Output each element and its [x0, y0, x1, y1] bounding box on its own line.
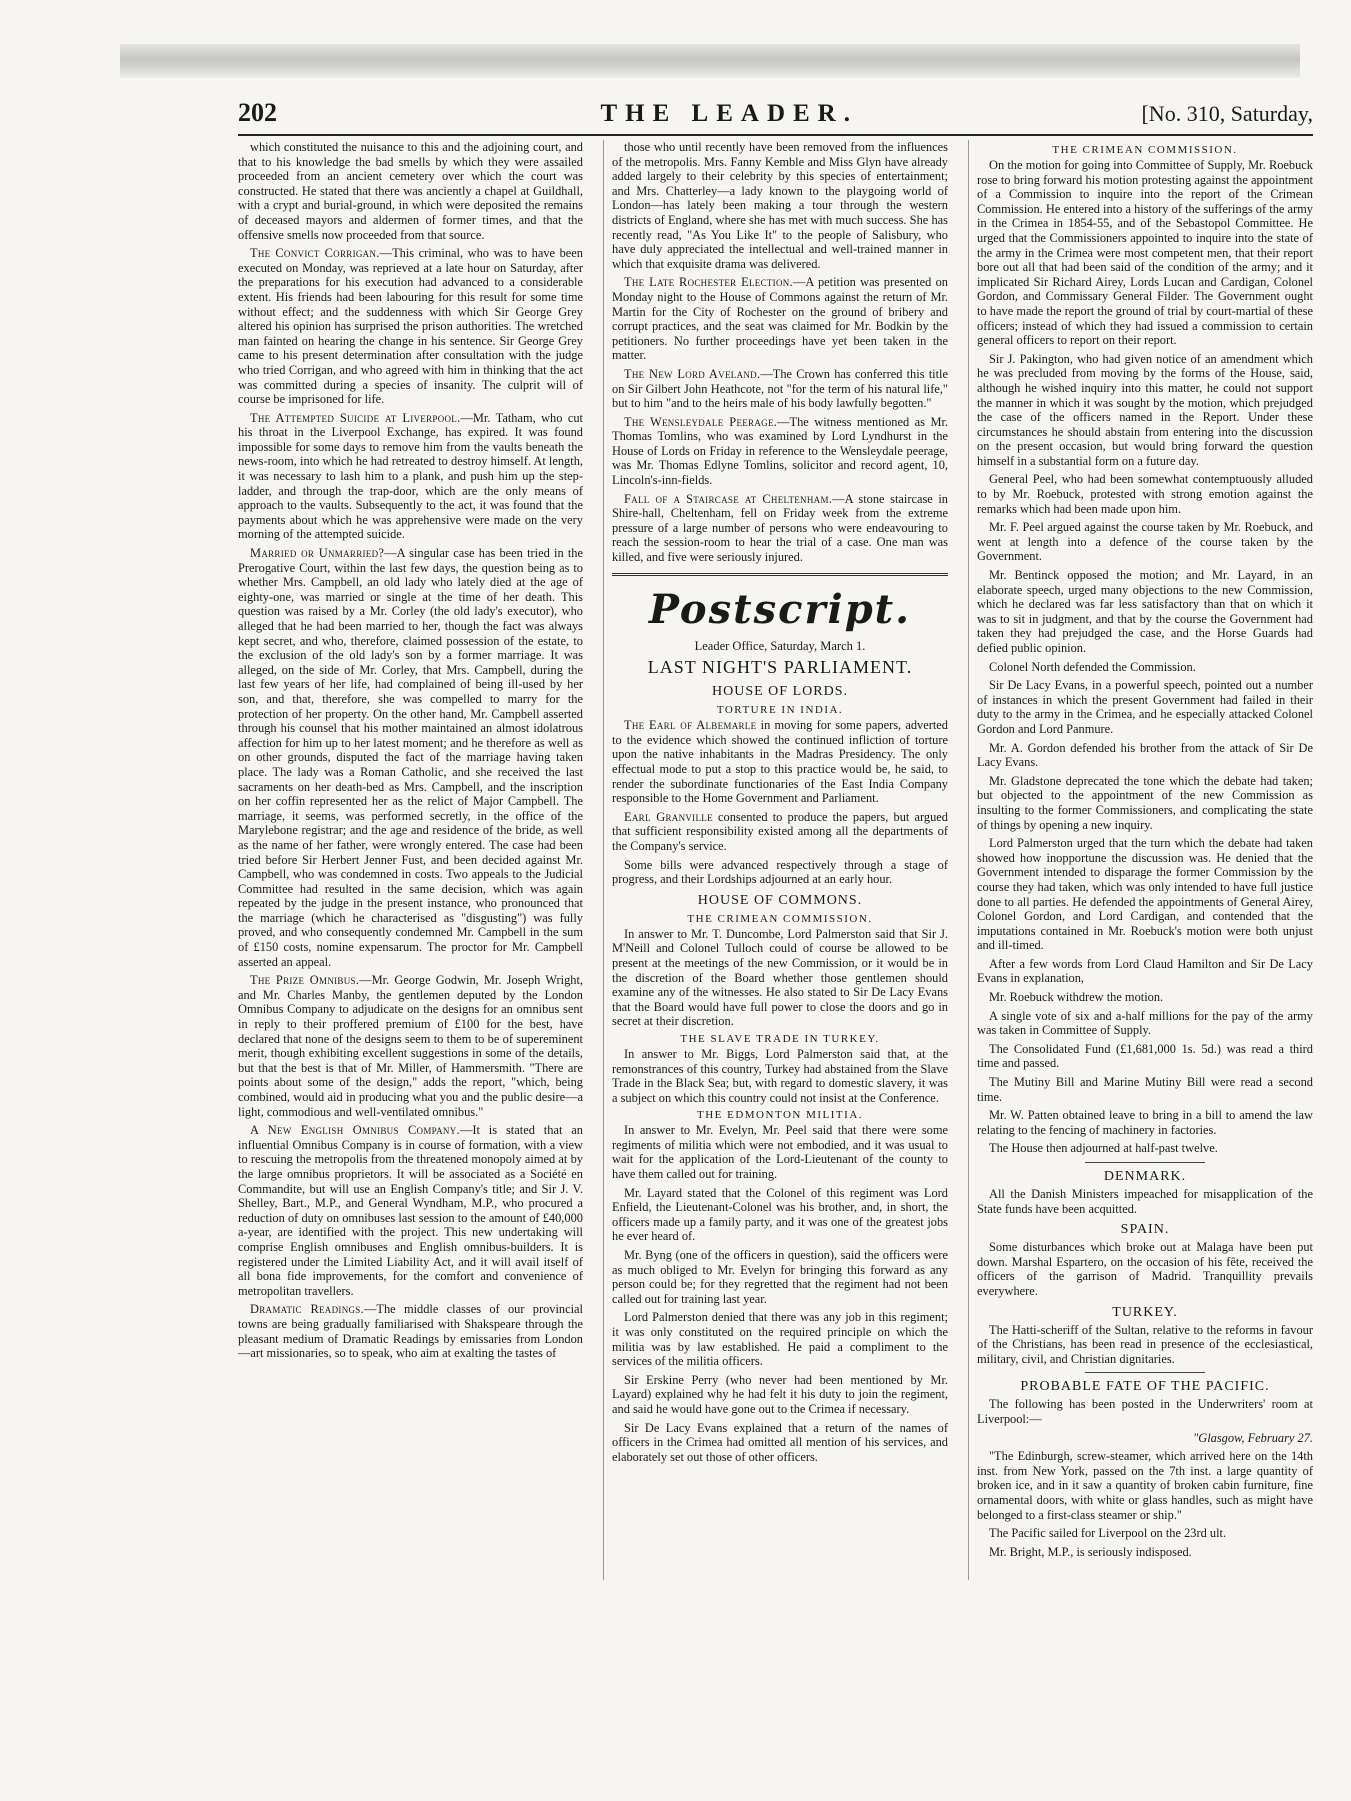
- paragraph: Lord Palmerston urged that the turn which the debate had taken showed how inopportune the discussion was. He denied that the Government intended to disparage the former Commission by the course they had taken, which was only intended to have full justice done to all parties. He defended the appointments of General Airey, Colonel Gordon, and Lord Cardigan, and contended that the imputations contained in Mr. Roebuck's motion were both unjust and ill-timed.: [977, 836, 1313, 953]
- paragraph: [612, 492, 948, 565]
- paragraph-text: —It is stated that an influential Omnibus Company is in course of formation, with a view to rescuing the metropolis from the threatened monopoly aimed at by the large omnibus proprietors. It will be associated as a Société en Commandite, but will use an English Company's title; and Sir J. V. Shelley, Bart., M.P., and General Wyndham, M.P., who procured a reduction of duty on omnibuses last session to the amount of £40,000 a-year, are identified with the project. This new undertaking will comprise English omnibuses and English omnibus-builders. It is registered under the Limited Liability Act, and it will avail itself of all bona fide improvements, for the comfort and convenience of metropolitan travellers.: [238, 1123, 583, 1298]
- paragraph-lead: The New Lord Aveland.: [624, 366, 761, 381]
- paragraph-lead: Dramatic Readings.: [250, 1302, 365, 1317]
- paragraph-lead: The Late Rochester Election.: [624, 275, 793, 290]
- paragraph-lead: The Convict Corrigan.: [250, 246, 380, 261]
- section-divider: [1085, 1162, 1205, 1163]
- paragraph: Mr. Layard stated that the Colonel of this regiment was Lord Enfield, the Lieutenant-Colonel was his brother, and, in short, the officers made up a family party, and it was one of the greatest jobs he ever heard of.: [612, 1185, 948, 1244]
- paragraph: Mr. W. Patten obtained leave to bring in a bill to amend the law relating to the fencing of machinery in factories.: [977, 1108, 1313, 1137]
- paragraph-text: —Mr. Tatham, who cut his throat in the Liverpool Exchange, has expired. It was found impossible for some days to remove him from the vaults beneath the news-room, into which he had retreated to destroy himself. At length, it was necessary to lash him to a plank, and push him up the step-ladder, and through the trap-door, which are the only means of approach to the vaults. Subsequently to the act, it was found that the payments about which he was apprehensive were made on the very morning of the attempted suicide.: [238, 410, 583, 542]
- pacific-heading: PROBABLE FATE OF THE PACIFIC.: [1020, 1379, 1270, 1395]
- paragraph-text: —This criminal, who was to have been executed on Monday, was reprieved at a late hour on Saturday, after the preparations for his execution had advanced to a considerable extent. His friends had been labouring for this result for some time without effect; and the suddenness with which Sir George Grey altered his opinion has surprised the prison authorities. The wretched man fainted on hearing the change in his sentence. Sir George Grey came to his present determination after consultation with the judge who tried Corrigan, and who agreed with him in thinking that the act was committed during a species of insanity. The culprit will of course be imprisoned for life.: [238, 246, 583, 407]
- spain-heading: SPAIN.: [1120, 1222, 1170, 1238]
- paragraph: The following has been posted in the Underwriters' room at Liverpool:—: [977, 1397, 1313, 1426]
- paragraph-lead: Earl Granville: [624, 809, 713, 824]
- article-columns: [238, 140, 1313, 1580]
- paragraph-lead: The Prize Omnibus.: [250, 973, 360, 988]
- page-number: 202: [238, 98, 277, 127]
- paragraph: The Pacific sailed for Liverpool on the 23rd ult.: [989, 1526, 1227, 1541]
- paragraph: In answer to Mr. Biggs, Lord Palmerston said that, at the remonstrances of this country, Turkey had abstained from the Slave Trade in the Black Sea; but, with regard to domestic slavery, it was a subject on which this country could not insist at the Conference.: [612, 1046, 948, 1105]
- dateline-quote: "Glasgow, February 27.: [1193, 1430, 1313, 1445]
- paragraph-text: —A stone staircase in Shire-hall, Cheltenham, fell on Friday week from the extreme pressure of a large number of persons who were endeavouring to reach the session-room to hear the trial of a case. One man was killed, and five were seriously injured.: [612, 491, 948, 565]
- masthead: [238, 98, 1313, 130]
- torture-heading: TORTURE IN INDIA.: [716, 704, 844, 717]
- dateline: Leader Office, Saturday, March 1.: [694, 638, 866, 653]
- paragraph: In answer to Mr. T. Duncombe, Lord Palmerston said that Sir J. M'Neill and Colonel Tulloch could of course be allowed to be present at the meetings of the new Commission, or it would be in the discretion of the Board whether those gentlemen should examine any of the witnesses. He also stated to Sir De Lacy Evans that the Board would have full power to close the doors and go in secret at their discretion.: [612, 926, 948, 1029]
- scan-edge: [120, 44, 1300, 78]
- paragraph: [238, 546, 583, 969]
- paragraph-text: —The witness mentioned as Mr. Thomas Tomlins, who was examined by Lord Lyndhurst in the House of Lords on Friday in reference to the Wensleydale peerage, was Mr. Thomas Edlyne Tomlins, solicitor and record agent, 10, Lincoln's-inn-fields.: [612, 414, 948, 488]
- paragraph: Sir Erskine Perry (who never had been mentioned by Mr. Layard) explained why he had felt it his duty to join the regiment, and said he would have gone out to the Crimea if necessary.: [612, 1372, 948, 1416]
- paragraph: The Consolidated Fund (£1,681,000 1s. 5d.) was read a third time and passed.: [977, 1041, 1313, 1071]
- column-2: [603, 140, 948, 1580]
- parliament-heading: LAST NIGHT'S PARLIAMENT.: [647, 657, 913, 678]
- paragraph: Mr. A. Gordon defended his brother from the attack of Sir De Lacy Evans.: [977, 740, 1313, 770]
- masthead-rule: [238, 134, 1313, 136]
- section-divider: [612, 573, 948, 576]
- lords-heading: HOUSE OF LORDS.: [712, 684, 848, 700]
- paragraph: The Hatti-scheriff of the Sultan, relative to the reforms in favour of the Christians, has been read in presence of the ecclesiastical, military, civil, and Christian dignitaries.: [977, 1322, 1313, 1366]
- slave-trade-heading: THE SLAVE TRADE IN TURKEY.: [680, 1032, 880, 1045]
- crimean-commission-heading: THE CRIMEAN COMMISSION.: [1052, 144, 1238, 156]
- paragraph: Lord Palmerston denied that there was any job in this regiment; it was only constituted on the required principle on which the militia was by law established. He paid a compliment to the services of the militia officers.: [612, 1310, 948, 1369]
- column-3: [968, 140, 1313, 1580]
- paragraph: Mr. Bright, M.P., is seriously indisposed.: [989, 1544, 1192, 1559]
- paragraph: General Peel, who had been somewhat contemptuously alluded to by Mr. Roebuck, protested with strong emotion against the remarks which had been made upon him.: [977, 472, 1313, 516]
- paragraph: [238, 411, 583, 542]
- paragraph: In answer to Mr. Evelyn, Mr. Peel said that there were some regiments of militia which were not embodied, and it was usual to wait for the application of the Lord-Lieutenant of the county to have them called out for training.: [612, 1123, 948, 1182]
- paragraph-lead: The Earl of Albemarle: [624, 718, 757, 733]
- paragraph-text: in moving for some papers, adverted to the evidence which showed the continued infliction of torture upon the native inhabitants in the Madras Presidency. The only effectual mode to put a stop to this practice would be, he said, to render the subordinate functionaries of the East India Company responsible to the Home Government and Parliament.: [612, 718, 948, 806]
- paragraph-lead: The Attempted Suicide at Liverpool.: [250, 410, 461, 425]
- paragraph: [238, 246, 583, 407]
- paragraph: [612, 718, 948, 806]
- paragraph: Sir De Lacy Evans explained that a return of the names of officers in the Crimea had omitted all mention of his services, and elaborately set out those of other officers.: [612, 1420, 948, 1464]
- paragraph-text: —A petition was presented on Monday night to the House of Commons against the return of Mr. Martin for the City of Rochester on the ground of bribery and corrupt practices, and the seat was claimed for Mr. Bodkin by the petitioners. No further proceedings have yet been taken in the matter.: [612, 275, 948, 363]
- paragraph: Some disturbances which broke out at Malaga have been put down. Marshal Espartero, on the occasion of his fête, received the officers of the garrison of Madrid. Tranquillity prevails everywhere.: [977, 1240, 1313, 1298]
- paragraph-text: —A singular case has been tried in the Prerogative Court, within the last few days, the question being as to whether Mrs. Campbell, an old lady who lately died at the age of eighty-one, was married or single at the time of her death. This question was raised by a Mr. Corley (the old lady's executor), who alleged that he had been married to her, though the fact was always kept secret, and who, therefore, claimed possession of the estate, to the exclusion of the old lady's son by a former marriage. It was alleged, on the side of Mr. Corley, that Mrs. Campbell, during the last few years of her life, had complained of being ill-used by her son, and that, therefore, she was compelled to marry for the protection of her property. On the other hand, Mr. Campbell asserted through his counsel that his mother maintained an almost idolatrous affection for him up to her latest moment; and he therefore as well as on other grounds, disputed the fact of the marriage having taken place. The lady was a Roman Catholic, and she received the last sacraments on her death-bed as Mrs. Campbell, and the inscription on her coffin represented her as the relict of Major Campbell. The marriage, it seems, was performed secretly, in the office of the Marylebone registrar; and the age and residence of the bride, as well as the name of her father, were wrongly entered. The case had been tried before Sir Herbert Jenner Fust, and been decided against Mr. Campbell, who was condemned in costs. Two appeals to the Judicial Committee had resulted in the same decision, which was again repeated by the judge in the present instance, who pronounced that the marriage (which he characterised as "disgusting") was fully proved, and who consequently condemned Mr. Campbell in the sum of £150 costs, nomine expensarum. The proctor for Mr. Campbell asserted an appeal.: [238, 546, 583, 969]
- paragraph: The Mutiny Bill and Marine Mutiny Bill were read a second time.: [977, 1075, 1313, 1104]
- paragraph: On the motion for going into Committee of Supply, Mr. Roebuck rose to bring forward his motion protesting against the appointment of a Commission to inquire into the report of the Crimean Commission. He entered into a history of the sufferings of the army in the Crimea in 1854-55, and of the Sebastopol Committee. He urged that the Commissioners appointed to inquire into the state of the army in the Crimea were most competent men, that their report bore out all that had been said of the condition of the army; and it implicated Sir Richard Airey, Lords Lucan and Cardigan, Colonel Gordon, and Commissary General Filder. The Government ought to have made the report the ground of trial by court-martial of these officers; instead of which they had issued a commission to certain general officers to report on their report.: [977, 158, 1313, 348]
- paragraph-lead: The Wensleydale Peerage.: [624, 414, 778, 429]
- paragraph: those who until recently have been removed from the influences of the metropolis. Mrs. Fanny Kemble and Miss Glyn have already added largely to their celebrity by this species of entertainment; and Mrs. Chatterley—a lady known to the playgoing world of London—has lately been making a tour through the western districts of England, where she has met with much success. She has recently read, "As You Like It" to the people of Salisbury, who have duly appreciated the intellectual and well-trained manner in which that exquisite drama was delivered.: [612, 140, 948, 271]
- paragraph: which constituted the nuisance to this and the adjoining court, and that to his knowledge the bad smells by which they were assailed proceeded from an ancient cemetery over which the court was constructed. He stated that there was anciently a chapel at Guildhall, with a crypt and burial-ground, in which were deposited the remains of deceased mayors and aldermen of former times, and that the offensive smells now proceeded from that source.: [238, 140, 583, 242]
- paragraph: Sir De Lacy Evans, in a powerful speech, pointed out a number of instances in which the present Government had failed in their duty to the army in the Crimea, and he especially attacked Colonel Gordon and Lord Panmure.: [977, 678, 1313, 736]
- issue-info: [No. 310, Saturday,: [1141, 101, 1313, 126]
- paragraph: Sir J. Pakington, who had given notice of an amendment which he was precluded from moving by the forms of the House, said, although he wished inquiry into this matter, he could not support the manner in which it was sought by the motion, which prejudged the case of the officers named in the Report. Under these circumstances he should abstain from entering into the discussion on the present occasion, but would bring forward the question himself in a substantial form on a future day.: [977, 351, 1313, 468]
- paragraph: [238, 1302, 583, 1360]
- paragraph: Some bills were advanced respectively through a stage of progress, and their Lordships adjourned at an early hour.: [612, 857, 948, 887]
- paragraph-text: —The middle classes of our provincial towns are being gradually familiarised with Shakspeare through the pleasant medium of Dramatic Readings by emissaries from London—art missionaries, so to speak, who aim at exalting the tastes of: [238, 1302, 583, 1361]
- paragraph: All the Danish Ministers impeached for misapplication of the State funds have been acquitted.: [977, 1187, 1313, 1216]
- paragraph: [612, 415, 948, 488]
- paragraph: Colonel North defended the Commission.: [989, 659, 1196, 674]
- paragraph-lead: Fall of a Staircase at Cheltenham.: [624, 491, 833, 506]
- paragraph-text: —Mr. George Godwin, Mr. Joseph Wright, and Mr. Charles Manby, the gentlemen deputed by the London Omnibus Company to adjudicate on the designs for an omnibus sent in reply to their proffered premium of £100 for the best, have declared that none of the designs seem to them to be of supereminent merit, though exhibiting excellent suggestions in some of the details, but that the best is that of Mr. Miller, of Hammersmith. "There are points about some of the design," adds the report, "which, being combined, would aid in producing what you and the public desire—a light, commodious and well-ventilated omnibus.": [238, 973, 583, 1119]
- paragraph: Mr. Byng (one of the officers in question), said the officers were as much obliged to Mr. Evelyn for bringing this forward as any person could be; for they regretted that the regiment had not been called out for training last year.: [612, 1248, 948, 1306]
- column-1: [238, 140, 583, 1580]
- paragraph: Mr. Roebuck withdrew the motion.: [989, 990, 1164, 1005]
- paragraph: "The Edinburgh, screw-steamer, which arrived here on the 14th inst. from New York, passed on the 7th inst. a large quantity of broken ice, and in it saw a quantity of broken cabin furniture, fine ornamental doors, with white or glass handles, such as might have belonged to a first-class steamer or ship.": [977, 1449, 1313, 1522]
- paragraph-text: consented to produce the papers, but argued that sufficient responsibility existed among all the departments of the Company's service.: [612, 809, 948, 853]
- paragraph: The House then adjourned at half-past twelve.: [989, 1141, 1218, 1156]
- paragraph: [612, 810, 948, 854]
- paragraph: [612, 275, 948, 363]
- paragraph: Mr. Gladstone deprecated the tone which the debate had taken; but objected to the appointment of the new Commission as insulting to the former Commissioners, and complicating the state of things by opening a new inquiry.: [977, 773, 1313, 832]
- postscript-heading: Postscript.: [648, 585, 912, 633]
- paragraph-text: —The Crown has conferred this title on Sir Gilbert John Heathcote, not "for the term of his natural life," but to him "and to the heirs male of his body lawfully begotten.": [612, 366, 948, 411]
- paragraph-lead: Married or Unmarried?: [250, 546, 385, 561]
- paragraph: [238, 1123, 583, 1298]
- turkey-heading: TURKEY.: [1112, 1304, 1178, 1320]
- commons-heading: HOUSE OF COMMONS.: [697, 892, 863, 908]
- paragraph-lead: A New English Omnibus Company.: [250, 1123, 460, 1138]
- denmark-heading: DENMARK.: [1103, 1169, 1187, 1184]
- paragraph: Mr. Bentinck opposed the motion; and Mr. Layard, in an elaborate speech, urged many objections to the new Commission, which he declared was far less satisfactory than that on which it was to sit in judgment, and that by the course the Government had taken they had prejudged the case, and the Horse Guards had defied public opinion.: [977, 568, 1313, 655]
- paragraph: After a few words from Lord Claud Hamilton and Sir De Lacy Evans in explanation,: [977, 956, 1313, 986]
- paragraph: A single vote of six and a-half millions for the pay of the army was taken in Committee of Supply.: [977, 1008, 1313, 1038]
- paragraph: Mr. F. Peel argued against the course taken by Mr. Roebuck, and went at length into a defence of the course taken by the Government.: [977, 520, 1313, 564]
- paragraph: [238, 973, 583, 1119]
- paragraph: [612, 367, 948, 411]
- crimean-heading: THE CRIMEAN COMMISSION.: [687, 912, 873, 925]
- militia-heading: THE EDMONTON MILITIA.: [696, 1109, 864, 1122]
- section-divider: [1085, 1372, 1205, 1373]
- paper-title: THE LEADER.: [600, 100, 858, 127]
